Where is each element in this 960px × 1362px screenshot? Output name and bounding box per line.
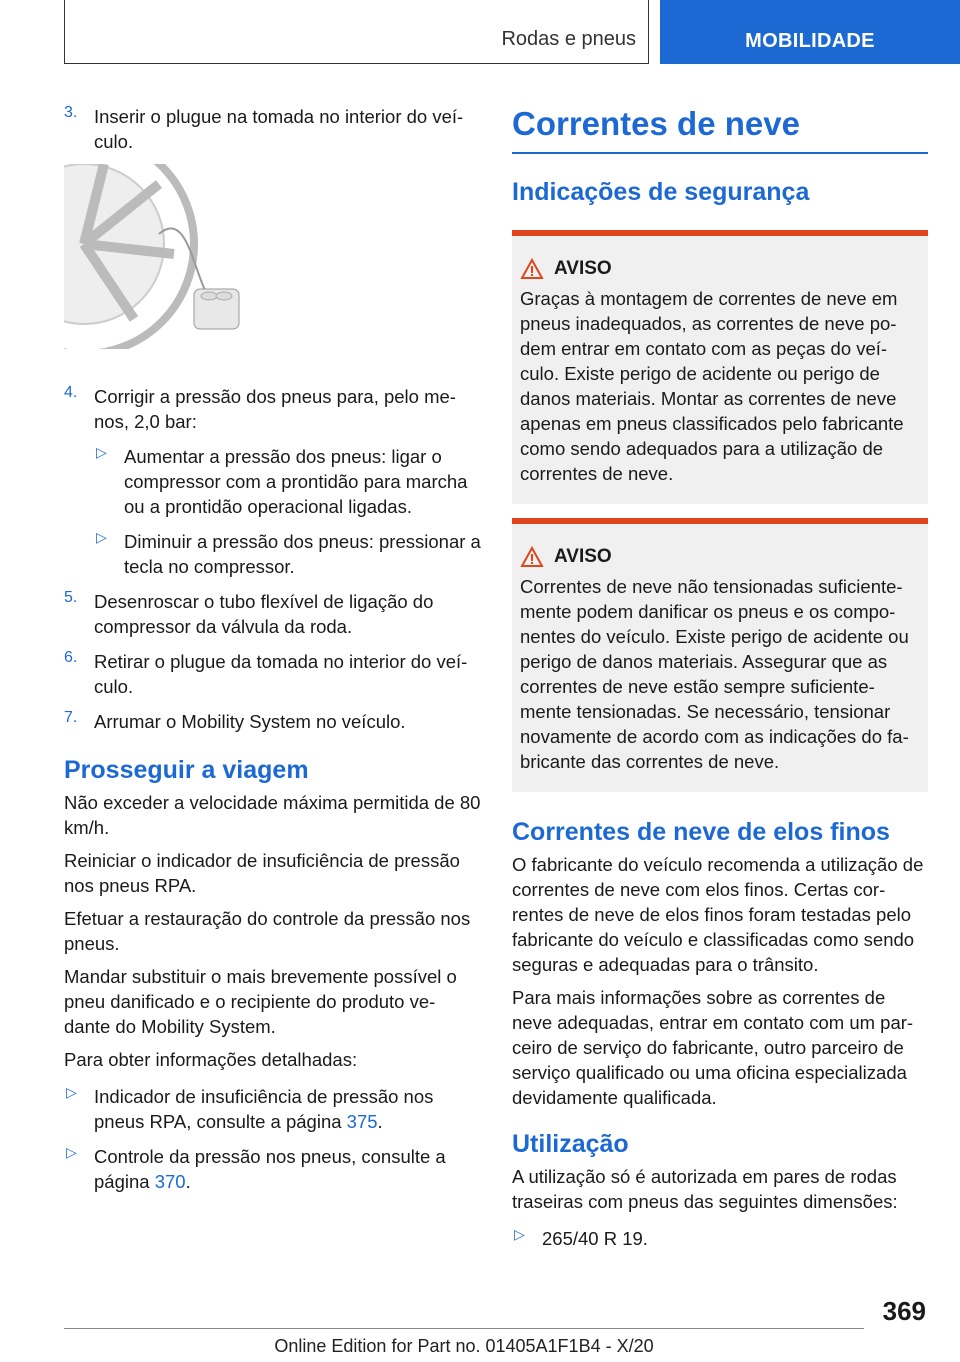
warning-text: Correntes de neve não tensionadas suficiente- mente podem danificar os pneus e os compo- nentes do veículo. Existe perigo de acidente ou perigo de danos materiais. Assegurar que as correntes de neve estão sempre suficiente- mente tensionadas. Se necessário, tensionar novamente de acordo com as indicações do fa- bricante das correntes de neve. — [520, 576, 909, 772]
footer-edition: Online Edition for Part no. 01405A1F1B4 - X/20 — [274, 1336, 654, 1356]
step-7: 7. Arrumar o Mobility System no veículo. — [64, 709, 482, 734]
step-6: 6. Retirar o plugue da tomada no interior do veí- culo. — [64, 649, 482, 699]
paragraph: A utilização só é autorizada em pares de rodas traseiras com pneus das seguintes dimensões: — [512, 1166, 898, 1212]
reference-item: ▷ Controle da pressão nos pneus, consulte a página 370. — [66, 1144, 446, 1192]
triangle-bullet-icon: ▷ — [96, 529, 107, 545]
step-5: 5. Desenroscar o tubo flexível de ligação do compressor da válvula da roda. — [64, 589, 482, 639]
paragraph: O fabricante do veículo recomenda a utilização de correntes de neve com elos finos. Certas cor- rentes de neve de elos finos foram testadas pelo fabricante do veículo e classificadas como sendo seguras e adequadas para o trânsito. — [512, 854, 924, 975]
step-4: 4. Corrigir a pressão dos pneus para, pelo me- nos, 2,0 bar: — [64, 384, 482, 434]
section-title: Rodas e pneus — [501, 28, 636, 50]
page-number: 369 — [882, 1296, 926, 1326]
paragraph: Efetuar a restauração do controle da pressão nos pneus. — [64, 908, 471, 954]
step-text: Inserir o plugue na tomada no interior do veí- culo. — [94, 106, 464, 152]
footer-divider — [64, 1328, 864, 1329]
subtitle: Indicações de segurança — [512, 178, 810, 206]
triangle-bullet-icon: ▷ — [66, 1084, 77, 1100]
list-item: ▷ 265/40 R 19. — [514, 1226, 648, 1249]
warning-label: AVISO — [554, 546, 612, 567]
section-heading: Utilização — [512, 1130, 629, 1158]
warning-text: Graças à montagem de correntes de neve em pneus inadequados, as correntes de neve po- dem entrar em contato com as peças do veí- culo. Existe perigo de acidente ou perigo de danos materiais. Montar as correntes de neve apenas em pneus classificados pelo fabricante como sendo adequados para a utilização de correntes de neve. — [520, 288, 904, 484]
list-item: ▷ Aumentar a pressão dos pneus: ligar o compressor com a prontidão para marcha ou a prontidão operacional ligadas. — [96, 444, 468, 517]
triangle-bullet-icon: ▷ — [96, 444, 107, 460]
compressor-illustration — [64, 164, 244, 349]
section-heading: Correntes de neve de elos finos — [512, 818, 890, 846]
right-column — [512, 104, 928, 1261]
paragraph: Reiniciar o indicador de insuficiência de pressão nos pneus RPA. — [64, 850, 460, 896]
page-title: Correntes de neve — [512, 104, 928, 154]
warning-label: AVISO — [554, 258, 612, 279]
triangle-bullet-icon: ▷ — [66, 1144, 77, 1160]
step-text: Desenroscar o tubo flexível de ligação do compressor da válvula da roda. — [94, 591, 434, 637]
paragraph: Não exceder a velocidade máxima permitida de 80 km/h. — [64, 792, 481, 838]
warning-triangle-icon — [520, 546, 544, 568]
step-text: Corrigir a pressão dos pneus para, pelo me- nos, 2,0 bar: — [94, 386, 456, 432]
chapter-tab[interactable]: MOBILIDADE — [660, 0, 960, 64]
page-link-375[interactable]: 375 — [346, 1111, 378, 1132]
triangle-bullet-icon: ▷ — [514, 1226, 525, 1242]
page-link-370[interactable]: 370 — [154, 1171, 186, 1192]
warning-box — [512, 230, 928, 504]
warning-box — [512, 518, 928, 792]
step-text: Retirar o plugue da tomada no interior do veí- culo. — [94, 651, 468, 697]
list-item: ▷ Diminuir a pressão dos pneus: pressionar a tecla no compressor. — [96, 529, 481, 577]
step-3: 3. Inserir o plugue na tomada no interior do veí- culo. — [64, 104, 482, 154]
section-heading: Prosseguir a viagem — [64, 756, 309, 784]
left-column — [64, 104, 482, 1204]
paragraph: Para mais informações sobre as correntes de neve adequadas, entrar em contato com um par- ceiro de serviço do fabricante, outro parceiro de serviço qualificado ou uma oficina especializada devidamente qualificada. — [512, 987, 914, 1108]
paragraph: Para obter informações detalhadas: — [64, 1049, 358, 1070]
warning-triangle-icon — [520, 258, 544, 280]
reference-item: ▷ Indicador de insuficiência de pressão nos pneus RPA, consulte a página 375. — [66, 1084, 434, 1132]
step-text: Arrumar o Mobility System no veículo. — [94, 711, 406, 732]
paragraph: Mandar substituir o mais brevemente possível o pneu danificado e o recipiente do produto ve- dante do Mobility System. — [64, 966, 457, 1037]
